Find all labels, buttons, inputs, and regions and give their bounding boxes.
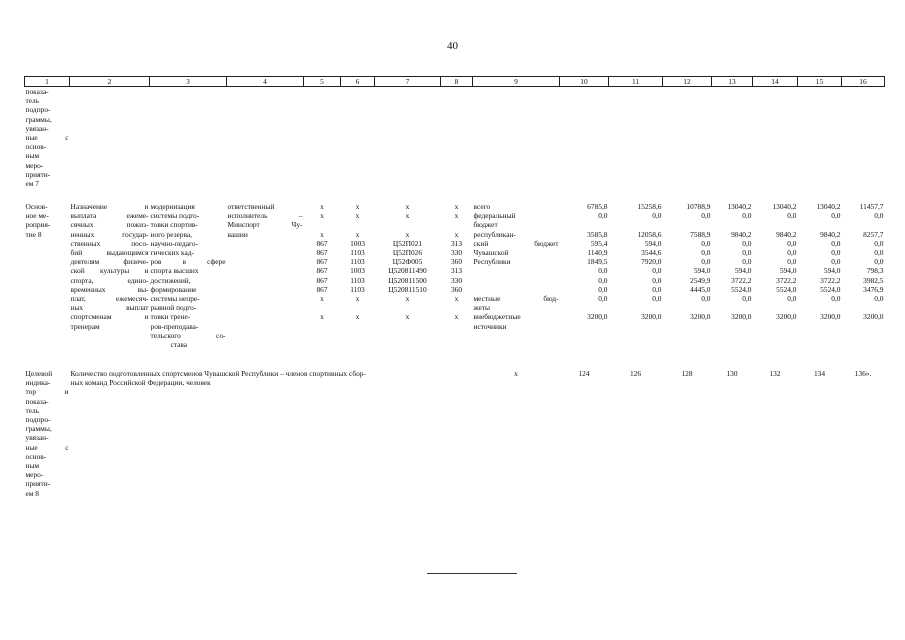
indicator-8-value: 134 bbox=[813, 369, 826, 379]
event-8-goal: модернизация системы подго- товки спортив- ного резерва, научно-педаго- гических кад- ров в сфере спорта высших достижений, формирование системы непре- рывной подго- товки трене- ров-преподава- тельского со- става bbox=[150, 202, 226, 349]
values-col-11: 15258,6 0,0 12058,6 594,0 3544,6 7920,0 0,0 0,0 0,0 0,0 3200,0 bbox=[637, 202, 662, 322]
values-col-14: 13040,2 0,0 9840,2 0,0 0,0 0,0 594,0 3722,2 5524,0 0,0 3200,0 bbox=[772, 202, 797, 322]
values-col-16: 11457,7 0,0 8257,7 0,0 0,0 0,0 798,3 3982,5 3476,9 0,0 3200,0 bbox=[859, 202, 884, 322]
col-num: 8 bbox=[441, 77, 473, 87]
col-num: 4 bbox=[227, 77, 304, 87]
col-num: 16 bbox=[842, 77, 885, 87]
column-number-row bbox=[25, 77, 885, 87]
col-num: 7 bbox=[375, 77, 441, 87]
col-num: 2 bbox=[70, 77, 150, 87]
col-num: 3 bbox=[150, 77, 227, 87]
col-num: 5 bbox=[304, 77, 341, 87]
col-num: 14 bbox=[753, 77, 798, 87]
col-num: 6 bbox=[341, 77, 375, 87]
event-8-description: Назначение и выплата ежеме- сячных пожиз- ненных государ- ственных посо- бий выдающимся деятелям физиче- ской культуры и спорта, едино- временных вы- плат, ежемесяч- ных выплат спортсменам и тренерам bbox=[70, 202, 149, 331]
col-num: 12 bbox=[663, 77, 712, 87]
col-num: 13 bbox=[712, 77, 753, 87]
indicator-8-value: 132 bbox=[769, 369, 781, 379]
col-num: 11 bbox=[609, 77, 663, 87]
values-col-15: 13040,2 0,0 9840,2 0,0 0,0 0,0 594,0 3722,2 5524,0 0,0 3200,0 bbox=[816, 202, 841, 322]
indicator-8-source: x bbox=[514, 369, 518, 379]
event-8-label: Основ- ное ме- роприя- тие 8 bbox=[25, 202, 51, 239]
indicator-8-label: Целевой индика- тор и показа- тель подпро- граммы, увязан- ные с основ- ным меро- прияти- ем 8 bbox=[25, 369, 69, 498]
indicator-8-value: 136». bbox=[854, 369, 872, 379]
event-8-row bbox=[25, 202, 885, 349]
col-num: 1 bbox=[25, 77, 70, 87]
values-col-13: 13040,2 0,0 9840,2 0,0 0,0 0,0 594,0 3722,2 5524,0 0,0 3200,0 bbox=[727, 202, 752, 322]
section-codes: x x x 1003 1103 1103 1003 1103 1103 x x bbox=[350, 202, 365, 322]
col-num: 15 bbox=[798, 77, 842, 87]
values-col-12: 10788,9 0,0 7588,9 0,0 0,0 0,0 594,0 2549,9 4445,0 0,0 3200,0 bbox=[686, 202, 711, 322]
indicator-row-8 bbox=[25, 369, 885, 498]
indicator-8-text: Количество подготовленных спортсменов Чувашской Республики – членов спортивных сбор- ных команд Российской Федерации, человек bbox=[70, 369, 366, 388]
indicator-8-value: 128 bbox=[681, 369, 693, 379]
target-item-codes: x x x Ц52П021 Ц52П026 Ц52Ф005 Ц520811490 Ц520811500 Ц520811510 x x bbox=[388, 202, 427, 322]
event-8-executor: ответственный исполнитель – Минспорт Чу- вашии bbox=[227, 202, 303, 239]
indicator-7-label: показа- тель подпро- граммы, увязан- ные с основ- ным меро- прияти- ем 7 bbox=[25, 87, 69, 188]
indicator-8-value: 130 bbox=[726, 369, 738, 379]
footnote-rule bbox=[427, 573, 517, 574]
indicator-8-value: 124 bbox=[578, 369, 590, 379]
expense-type-codes: x x x 313 330 360 313 330 360 x x bbox=[450, 202, 463, 322]
indicator-row-7 bbox=[25, 87, 885, 189]
grbs-codes: x x x 867 867 867 867 867 867 x x bbox=[316, 202, 328, 322]
program-table bbox=[24, 76, 885, 498]
page-number: 40 bbox=[447, 40, 458, 52]
funding-sources: всего федеральный бюджет республикан- ский бюджет Чувашской Республики местные бюд- жеты внебюджетные источники bbox=[473, 202, 559, 331]
col-num: 10 bbox=[560, 77, 609, 87]
indicator-8-value: 126 bbox=[629, 369, 642, 379]
values-col-10: 6785,8 0,0 3585,8 595,4 1140,9 1849,5 0,0 0,0 0,0 0,0 3200,0 bbox=[587, 202, 608, 322]
col-num: 9 bbox=[473, 77, 560, 87]
